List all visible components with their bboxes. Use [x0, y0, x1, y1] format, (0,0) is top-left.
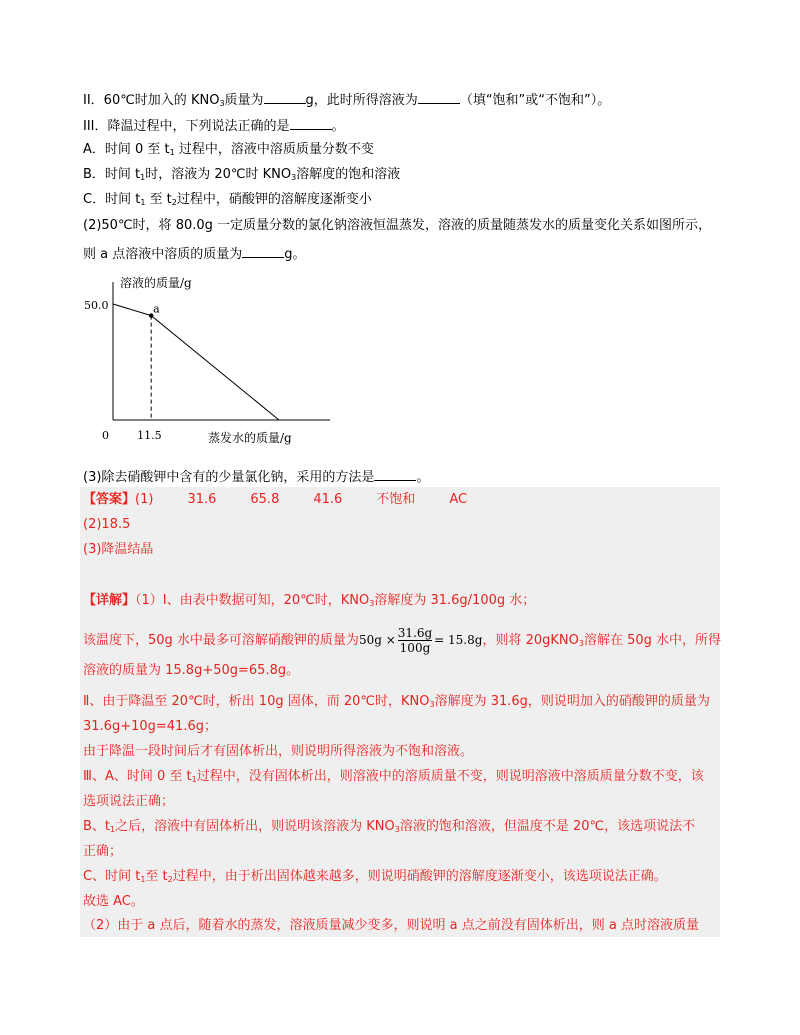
text: 溶解度为 31.6g/100g 水；: [374, 593, 536, 608]
detail-tag: 【详解】: [83, 593, 136, 608]
option-a: [83, 141, 374, 162]
text: 。: [331, 119, 345, 134]
answer-blank[interactable]: [242, 243, 284, 258]
detail-line-1: [83, 592, 535, 613]
series-line: [113, 304, 279, 420]
text: (2)50℃时，将 80.0g 一定质量分数的氯化钠溶液恒温蒸发，溶液的质量随蒸发水的质量变化关系如图所示，: [83, 218, 712, 233]
text: 溶液的饱和溶液，但温度不是 20℃，该选项说法不: [399, 819, 696, 834]
text: g。: [284, 247, 306, 262]
text: 溶解在 50g 水中，所得: [583, 633, 722, 648]
subscript: 1: [169, 148, 175, 157]
text: 过程中，溶液中溶质质量分数不变: [174, 142, 374, 157]
answer-blank[interactable]: [374, 466, 416, 481]
text: 由于降温一段时间后才有固体析出，则说明所得溶液为不饱和溶液。: [83, 744, 474, 759]
text: 溶液的质量为 15.8g+50g=65.8g。: [83, 663, 300, 678]
text: （2）由于 a 点后，随着水的蒸发，溶液质量减少变多，则说明 a 点之前没有固体析出，则 a 点时溶液质量: [83, 918, 699, 933]
text: 质量为: [224, 93, 264, 108]
subscript: 3: [429, 700, 435, 709]
text: （1）Ⅰ、由表中数据可知，20℃时，KNO: [135, 593, 370, 608]
text: （填“饱和”或“不饱和”）。: [459, 93, 611, 108]
subscript: 3: [291, 173, 297, 182]
text: 过程中，没有固体析出，则溶液中的溶质质量不变，则说明溶液中溶质质量分数不变，该: [196, 769, 704, 784]
text: 至 t: [145, 192, 172, 207]
text: C、时间 t: [83, 869, 141, 884]
denominator: 100g: [399, 641, 431, 655]
subscript: 2: [167, 875, 173, 884]
text: (3)降温结晶: [83, 542, 154, 557]
y-tick-label: 50.0: [84, 299, 109, 312]
text: 则 a 点溶液中溶质的质量为: [83, 247, 243, 262]
text: 过程中，硝酸钾的溶解度逐渐变小: [176, 192, 372, 207]
text: 溶解度的饱和溶液: [296, 167, 401, 182]
detail-line-8: [83, 793, 174, 811]
answer-value: 65.8: [250, 492, 280, 507]
text: C．时间 t: [83, 192, 141, 207]
text: g，此时所得溶液为: [305, 93, 418, 108]
subscript: 1: [110, 825, 116, 834]
answer-value: 不饱和: [376, 492, 416, 507]
x-axis-label: 蒸发水的质量/g: [208, 431, 292, 445]
origin-label: 0: [102, 429, 109, 442]
question-2: [83, 217, 711, 235]
point-a-label: a: [153, 302, 160, 316]
detail-line-2: [83, 626, 721, 655]
x-tick-label: 11.5: [137, 429, 162, 442]
detail-line-7: [83, 768, 704, 789]
text: 。: [416, 470, 430, 485]
option-b: [83, 166, 400, 187]
text: 正确；: [83, 844, 123, 859]
subscript: 2: [171, 198, 177, 207]
text: II．60℃时加入的 KNO: [83, 93, 220, 108]
answer-value: 31.6: [187, 492, 217, 507]
text: Ⅱ、由于降温至 20℃时，析出 10g 固体，而 20℃时，KNO: [83, 694, 430, 709]
text: ，则将 20gKNO: [482, 633, 579, 648]
numerator: 31.6g: [397, 626, 433, 640]
text: 31.6g+10g=41.6g；: [83, 719, 217, 734]
answer-line-1: [83, 491, 467, 509]
detail-line-3: [83, 662, 299, 680]
text: (1): [135, 492, 154, 507]
subscript: 1: [140, 173, 146, 182]
subscript: 1: [140, 875, 146, 884]
detail-line-6: [83, 743, 473, 761]
mass-chart: [80, 268, 340, 453]
answer-blank[interactable]: [264, 89, 306, 104]
text: 选项说法正确；: [83, 794, 175, 809]
subscript: 3: [219, 99, 225, 108]
detail-line-11: [83, 868, 667, 889]
text: 故选 AC。: [83, 894, 144, 909]
text: Ⅲ、A、时间 0 至 t: [83, 769, 192, 784]
subscript: 3: [578, 639, 584, 648]
text: 溶解度为 31.6g，则说明加入的硝酸钾的质量为: [434, 694, 710, 709]
detail-line-4: [83, 693, 710, 714]
subscript: 3: [394, 825, 400, 834]
text: 该温度下，50g 水中最多可溶解硝酸钾的质量为: [83, 633, 359, 648]
question-line-ii: [83, 89, 610, 113]
fraction: [398, 626, 432, 655]
text: (2)18.5: [83, 517, 131, 532]
y-axis-label: 溶液的质量/g: [120, 276, 192, 290]
question-3: [83, 466, 429, 487]
detail-line-5: [83, 718, 217, 736]
text: B．时间 t: [83, 167, 141, 182]
answer-blank[interactable]: [418, 89, 460, 104]
text: 之后，溶液中有固体析出，则说明该溶液为 KNO: [115, 819, 395, 834]
text: (3)除去硝酸钾中含有的少量氯化钠，采用的方法是: [83, 470, 375, 485]
question-line-iii: [83, 115, 345, 136]
text: 至 t: [145, 869, 168, 884]
answer-line-3: [83, 541, 153, 559]
text: A．时间 0 至 t: [83, 142, 170, 157]
detail-line-10: [83, 843, 122, 861]
option-c: [83, 191, 372, 212]
detail-line-9: [83, 818, 695, 839]
subscript: 1: [140, 198, 146, 207]
text: 过程中，由于析出固体越来越多，则说明硝酸钾的溶解度逐渐变小，该选项说法正确。: [172, 869, 667, 884]
detail-line-13: [83, 917, 699, 935]
subscript: 1: [191, 775, 197, 784]
answer-blank[interactable]: [290, 115, 332, 130]
answer-value: AC: [449, 492, 468, 507]
text: B、t: [83, 819, 111, 834]
detail-line-12: [83, 893, 144, 911]
text: 时，溶液为 20℃时 KNO: [145, 167, 292, 182]
formula: 50g ×: [358, 633, 396, 647]
answer-line-2: [83, 516, 130, 534]
answer-tag: 【答案】: [83, 492, 136, 507]
answer-value: 41.6: [313, 492, 343, 507]
formula: = 15.8g: [434, 633, 483, 647]
text: III．降温过程中，下列说法正确的是: [83, 119, 290, 134]
subscript: 3: [369, 599, 375, 608]
question-2-cont: [83, 243, 306, 264]
